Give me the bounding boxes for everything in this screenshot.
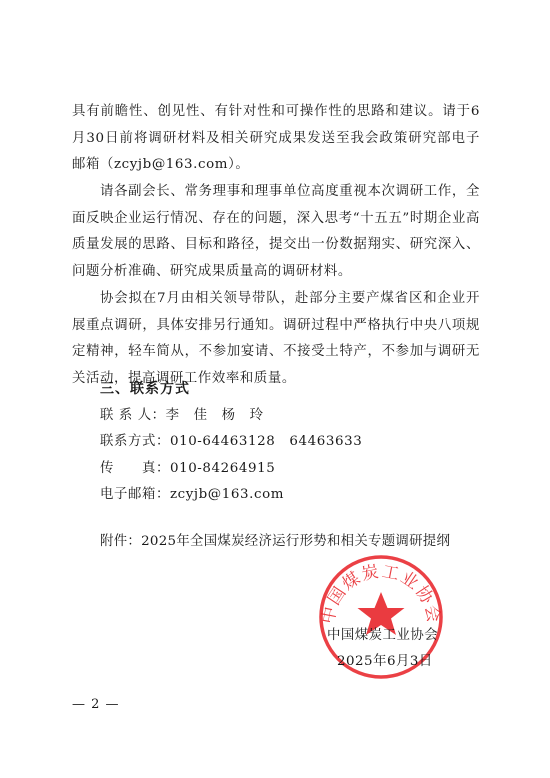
- issue-date: 2025年6月3日: [337, 654, 433, 669]
- paragraph-field-research: 协会拟在7月由相关领导带队，赴部分主要产煤省区和企业开展重点调研，具体安排另行通知。调研过程中严格执行中央八项规定精神，轻车简从，不参加宴请、不接受土特产，不参加与调研无关活动，提高调研工作效率和质量。: [72, 291, 480, 386]
- attachment-line: 附件：2025年全国煤炭经济运行形势和相关专题调研提纲: [100, 534, 451, 549]
- contact-person: 联 系 人：李 佳 杨 玲: [100, 408, 264, 423]
- contact-fax: 传 真：010-84264915: [100, 461, 276, 476]
- paragraph-suggestions: 具有前瞻性、创见性、有针对性和可操作性的思路和建议。请于6月30日前将调研材料及相关研究成果发送至我会政策研究部电子邮箱（zcyjb@163.com）。: [72, 104, 480, 172]
- paragraph-requirements: 请各副会长、常务理事和理事单位高度重视本次调研工作，全面反映企业运行情况、存在的问题，深入思考“十五五”时期企业高质量发展的思路、目标和路径，提交出一份数据翔实、研究深入、问题分析准确、研究成果质量高的调研材料。: [72, 184, 480, 279]
- page-number: — 2 —: [72, 697, 120, 712]
- issuing-organization: 中国煤炭工业协会: [327, 628, 439, 643]
- contact-phone: 联系方式：010-64463128 64463633: [100, 434, 363, 449]
- section-heading-contact: 三、联系方式: [100, 381, 190, 397]
- svg-text:中国煤炭工业协会: 中国煤炭工业协会: [318, 561, 444, 626]
- contact-email: 电子邮箱：zcyjb@163.com: [100, 487, 285, 502]
